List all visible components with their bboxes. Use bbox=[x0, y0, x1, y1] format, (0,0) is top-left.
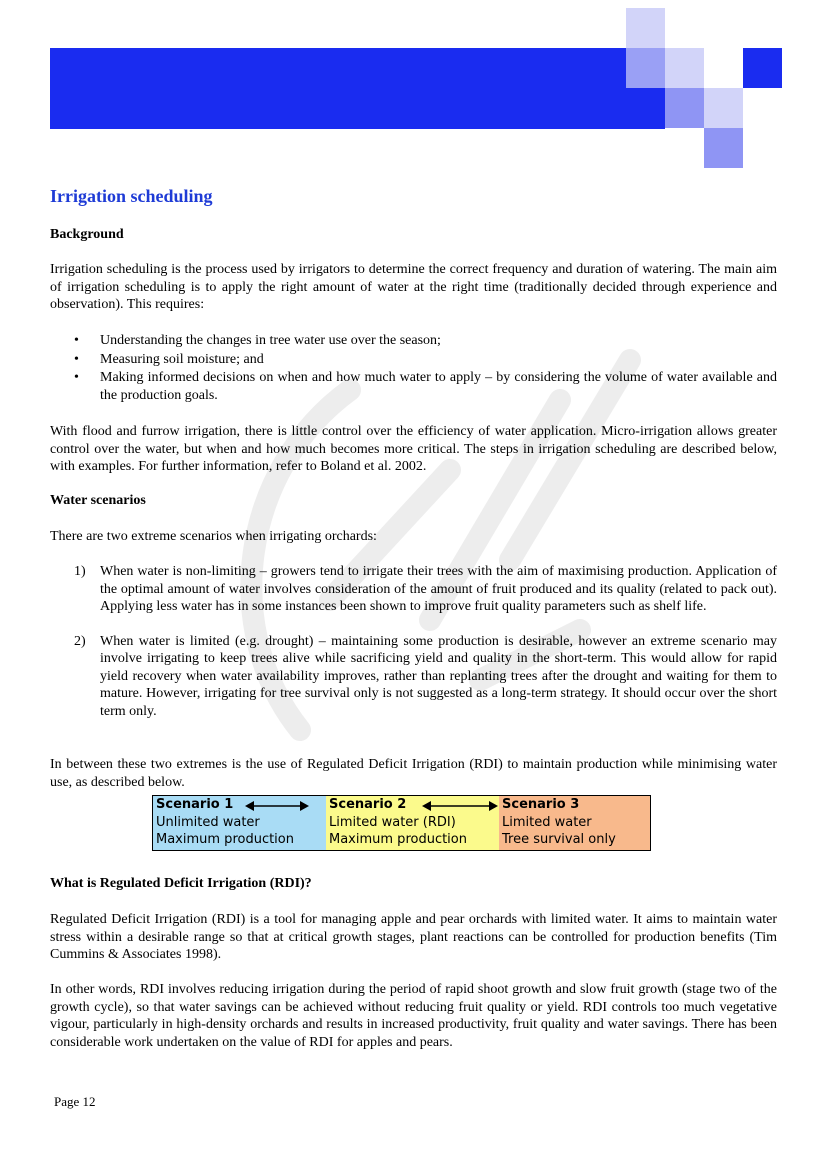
water-scenarios-heading: Water scenarios bbox=[50, 493, 146, 508]
scenario-3-line2: Tree survival only bbox=[502, 832, 616, 847]
requirements-list bbox=[50, 332, 777, 405]
list-item: • Understanding the changes in tree water use over the season; bbox=[50, 332, 777, 350]
page-number: Page 12 bbox=[54, 1094, 96, 1109]
background-para2: With flood and furrow irrigation, there is little control over the efficiency of water application. Micro-irrigation allows greater control over the water, but when and how much becomes more critical. The steps in irrigation scheduling are described below, with examples. For further information, refer to Boland et al. 2002. bbox=[50, 424, 777, 474]
list-item: • Measuring soil moisture; and bbox=[50, 351, 777, 369]
scenario-1-line1: Unlimited water bbox=[156, 814, 260, 830]
water-scenarios-intro: There are two extreme scenarios when irrigating orchards: bbox=[50, 529, 377, 544]
background-heading: Background bbox=[50, 227, 124, 242]
scenario-3-line1: Limited water bbox=[502, 814, 592, 830]
scenario-1-cell bbox=[153, 796, 326, 850]
list-number: 1) bbox=[74, 564, 86, 579]
scenario-3-title: Scenario 3 bbox=[502, 797, 580, 812]
list-item bbox=[50, 563, 777, 616]
list-item bbox=[50, 633, 777, 721]
scenario-2-line2: Maximum production bbox=[329, 832, 467, 847]
scenario-table bbox=[152, 795, 651, 851]
rdi-para2: In other words, RDI involves reducing irrigation during the period of rapid shoot growth and slow fruit growth (stage two of the growth cycle), so that water savings can be achieved without reducing fruit quality or yield. RDI controls too much vegetative vigour, particularly in high-density orchards and results in increased productivity, fruit quality and water savings. There has been considerable work undertaken on the value of RDI for apples and pears. bbox=[50, 982, 777, 1050]
double-arrow-icon bbox=[422, 800, 498, 812]
scenario-2-cell bbox=[326, 796, 499, 850]
list-text: When water is non-limiting – growers tend to irrigate their trees with the aim of maximising production. Application of the optimal amount of water involves consideration of the amount of fruit produced and its quality (related to pack out). Applying less water has in some instances been shown to improve fruit quality parameters such as shelf life. bbox=[100, 564, 777, 614]
page-title: Irrigation scheduling bbox=[50, 186, 213, 206]
rdi-para1: Regulated Deficit Irrigation (RDI) is a tool for managing apple and pear orchards with limited water. It aims to maintain water stress within a desirable range so that at critical growth stages, plant reactions can be controlled for production benefits (Tim Cummins & Associates 1998). bbox=[50, 912, 777, 962]
rdi-heading: What is Regulated Deficit Irrigation (RDI)? bbox=[50, 876, 312, 891]
list-number: 2) bbox=[74, 633, 86, 649]
scenario-2-title: Scenario 2 bbox=[329, 797, 407, 812]
scenario-1-title: Scenario 1 bbox=[156, 797, 234, 812]
header-banner bbox=[50, 48, 665, 129]
scenario-3-cell bbox=[499, 796, 650, 850]
scenario-2-line1: Limited water (RDI) bbox=[329, 814, 456, 830]
double-arrow-icon bbox=[245, 800, 309, 812]
list-item: • Making informed decisions on when and how much water to apply – by considering the volume of water available and the production goals. bbox=[50, 369, 777, 404]
scenario-1-line2: Maximum production bbox=[156, 832, 294, 847]
scenario-list bbox=[50, 563, 777, 720]
list-text: When water is limited (e.g. drought) – maintaining some production is desirable, however an extreme scenario may involve irrigating to keep trees alive while sacrificing yield and quality in the short-term. This would allow for rapid yield recovery when water availability improves, rather than replanting trees after the drought and waiting for them to mature. However, irrigating for tree survival only is not suggested as a long-term strategy. It should occur over the short term only. bbox=[100, 633, 777, 719]
between-paragraph: In between these two extremes is the use of Regulated Deficit Irrigation (RDI) to maintain production while minimising water use, as described below. bbox=[50, 757, 777, 790]
background-intro: Irrigation scheduling is the process used by irrigators to determine the correct frequency and duration of watering. The main aim of irrigation scheduling is to apply the right amount of water at the right time (traditionally decided through experience and observation). This requires: bbox=[50, 262, 777, 312]
